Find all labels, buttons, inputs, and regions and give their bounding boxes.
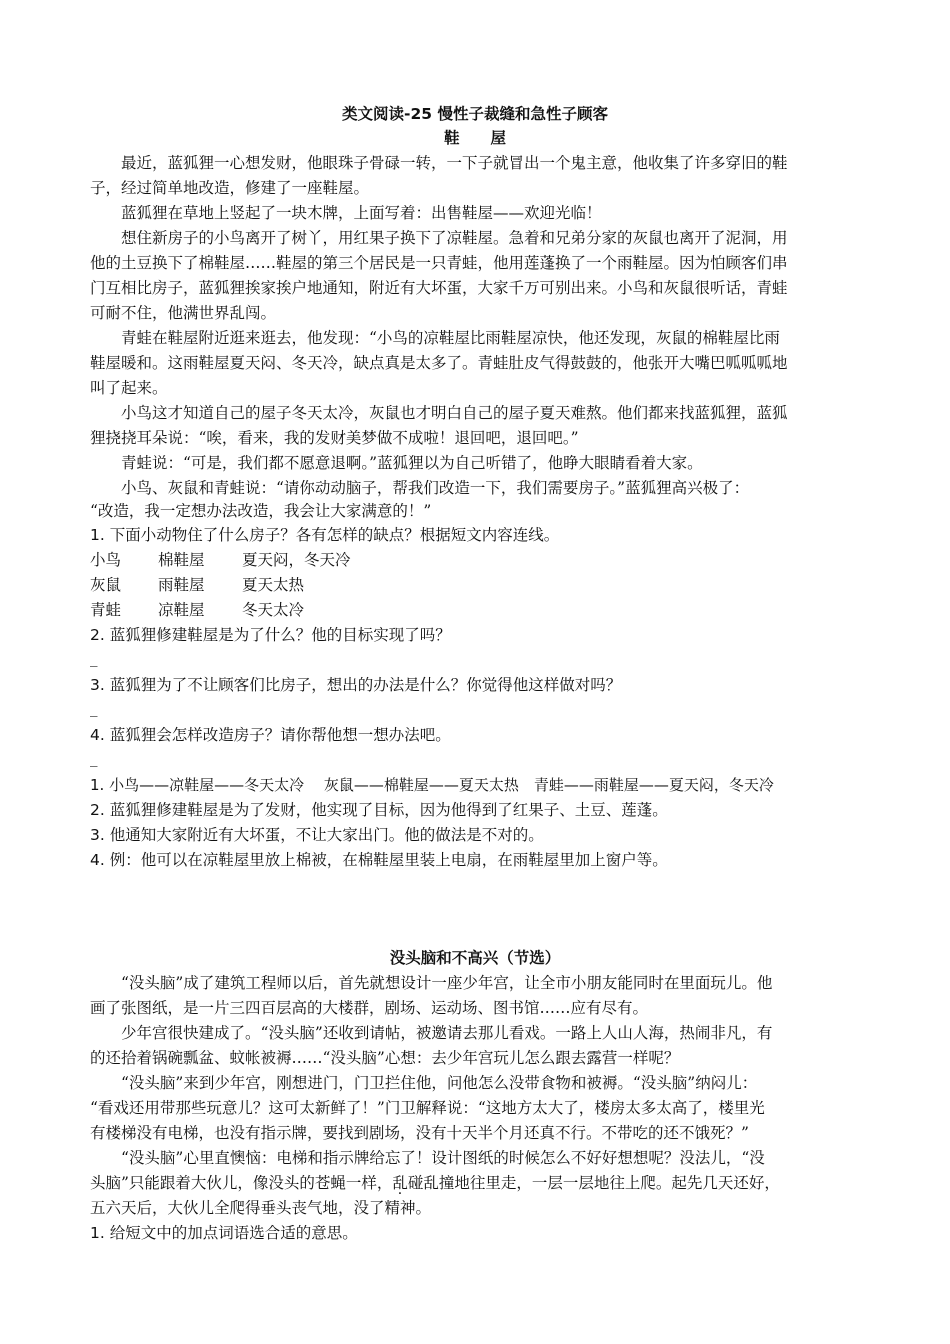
question-1: 1. 给短文中的加点词语选合适的意思。 <box>90 1224 358 1242</box>
match-animal: 灰鼠 <box>90 576 122 594</box>
paragraph-line: 叫了起来。 <box>90 379 168 397</box>
paragraph-line: 蓝狐狸在草地上竖起了一块木牌，上面写着：出售鞋屋——欢迎光临！ <box>121 204 602 222</box>
question-2: 2. 蓝狐狸修建鞋屋是为了什么？他的目标实现了吗？ <box>90 626 451 644</box>
paragraph-text: 。 <box>415 1199 432 1217</box>
match-house: 棉鞋屋 <box>158 551 205 569</box>
match-house: 凉鞋屋 <box>158 601 205 619</box>
paragraph-line: 狸挠挠耳朵说：“唉，看来，我的发财美梦做不成啦！退回吧，退回吧。” <box>90 429 579 447</box>
answer-blank: _ <box>90 649 98 667</box>
paragraph-line: 少年宫很快建成了。“没头脑”还收到请帖，被邀请去那儿看戏。一路上人山人海，热闹非凡，有 <box>121 1024 773 1042</box>
story-title: 鞋 屋 <box>443 129 506 147</box>
question-4: 4. 蓝狐狸会怎样改造房子？请你帮他想一想办法吧。 <box>90 726 451 744</box>
paragraph-line: 青蛙说：“可是，我们都不愿意退啊。”蓝狐狸以为自己听错了，他睁大眼睛看着大家。 <box>121 454 703 472</box>
paragraph-line: 的还拾着锅碗瓢盆、蚊帐被褥……“没头脑”心想：去少年宫玩儿怎么跟去露营一样呢？ <box>90 1049 680 1067</box>
match-house: 雨鞋屋 <box>158 576 205 594</box>
match-flaw: 夏天闷，冬天冷 <box>242 551 351 569</box>
paragraph-line: 鞋屋暖和。这雨鞋屋夏天闷、冬天冷，缺点真是太多了。青蛙肚皮气得鼓鼓的，他张开大嘴巴呱呱呱地 <box>90 354 788 372</box>
paragraph-line: “没头脑”成了建筑工程师以后，首先就想设计一座少年宫，让全市小朋友能同时在里面玩儿。他 <box>121 974 773 992</box>
paragraph-text: 五六天后，大伙儿全爬得垂头丧气地，没了 <box>90 1199 385 1217</box>
paragraph-line: 头脑”只能跟着大伙儿，像没头的苍蝇一样，乱碰乱撞地往里走，一层一层地往上爬。起先几天还好， <box>90 1174 780 1192</box>
paragraph-line: 小鸟、灰鼠和青蛙说：“请你动动脑子，帮我们改造一下，我们需要房子。”蓝狐狸高兴极了： <box>121 479 750 497</box>
answer-line: 4. 例：他可以在凉鞋屋里放上棉被，在棉鞋屋里装上电扇，在雨鞋屋里加上窗户等。 <box>90 851 668 869</box>
paragraph-line: 小鸟这才知道自己的屋子冬天太冷，灰鼠也才明白自己的屋子夏天难熬。他们都来找蓝狐狸，蓝狐 <box>121 404 788 422</box>
answer-blank: _ <box>90 699 98 717</box>
paragraph-line: 他的土豆换下了棉鞋屋……鞋屋的第三个居民是一只青蛙，他用莲蓬换了一个雨鞋屋。因为怕顾客们串 <box>90 254 788 272</box>
answer-line: 1. 小鸟——凉鞋屋——冬天太冷 灰鼠——棉鞋屋——夏天太热 青蛙——雨鞋屋——夏天闷，冬天冷 <box>90 776 774 794</box>
paragraph-line: 青蛙在鞋屋附近逛来逛去，他发现：“小鸟的凉鞋屋比雨鞋屋凉快，他还发现，灰鼠的棉鞋屋比雨 <box>121 329 780 347</box>
question-3: 3. 蓝狐狸为了不让顾客们比房子，想出的办法是什么？你觉得他这样做对吗？ <box>90 676 622 694</box>
paragraph-line: 最近，蓝狐狸一心想发财，他眼珠子骨碌一转，一下子就冒出一个鬼主意，他收集了许多穿旧的鞋 <box>121 154 788 172</box>
story-title: 没头脑和不高兴（节选） <box>389 949 561 967</box>
paragraph-line: 想住新房子的小鸟离开了树丫，用红果子换下了凉鞋屋。急着和兄弟分家的灰鼠也离开了泥洞，用 <box>121 229 788 247</box>
paragraph-line: 可耐不住，他满世界乱闯。 <box>90 304 277 322</box>
match-flaw: 冬天太冷 <box>242 601 305 619</box>
paragraph-line <box>90 1198 860 1218</box>
dotted-word: 精神 <box>384 1199 416 1217</box>
match-animal: 小鸟 <box>90 551 122 569</box>
answer-blank: _ <box>90 749 98 767</box>
answer-line: 2. 蓝狐狸修建鞋屋是为了发财，他实现了目标，因为他得到了红果子、土豆、莲蓬。 <box>90 801 668 819</box>
worksheet-title: 类文阅读-25 慢性子裁缝和急性子顾客 <box>342 105 608 123</box>
question-1: 1. 下面小动物住了什么房子？各有怎样的缺点？根据短文内容连线。 <box>90 526 560 544</box>
paragraph-line: 门互相比房子，蓝狐狸挨家挨户地通知，附近有大坏蛋，大家千万可别出来。小鸟和灰鼠很听话，青蛙 <box>90 279 788 297</box>
paragraph-line: “没头脑”来到少年宫，刚想进门，门卫拦住他，问他怎么没带食物和被褥。“没头脑”纳闷儿： <box>121 1074 758 1092</box>
paragraph-line: “没头脑”心里直懊恼：电梯和指示牌给忘了！设计图纸的时候怎么不好好想想呢？没法儿，“没 <box>121 1149 765 1167</box>
paragraph-line: “改造，我一定想办法改造，我会让大家满意的！” <box>90 502 432 520</box>
paragraph-line: 有楼梯没有电梯，也没有指示牌，要找到剧场，没有十天半个月还真不行。不带吃的还不饿死？” <box>90 1124 749 1142</box>
match-flaw: 夏天太热 <box>242 576 305 594</box>
paragraph-line: “看戏还用带那些玩意儿？这可太新鲜了！”门卫解释说：“这地方太大了，楼房太多太高了，楼里光 <box>90 1099 765 1117</box>
paragraph-line: 画了张图纸，是一片三四百层高的大楼群，剧场、运动场、图书馆……应有尽有。 <box>90 999 649 1017</box>
match-animal: 青蛙 <box>90 601 122 619</box>
paragraph-line: 子，经过简单地改造，修建了一座鞋屋。 <box>90 179 370 197</box>
answer-line: 3. 他通知大家附近有大坏蛋，不让大家出门。他的做法是不对的。 <box>90 826 544 844</box>
